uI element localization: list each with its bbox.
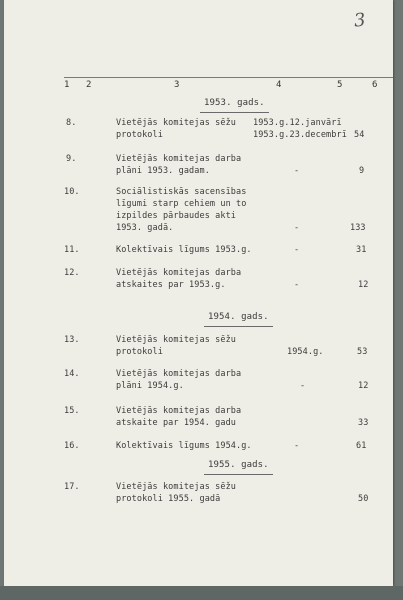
row-pages: 9 [359,166,365,176]
row-pages: 53 [357,347,368,357]
row-number: 16. [64,441,80,451]
row-dash: - [294,223,300,233]
row-title-line: atskaites par 1953.g. [116,280,226,290]
col-header-1: 1 [64,80,70,90]
row-pages: 50 [358,494,369,504]
row-dash: - [294,166,300,176]
row-number: 15. [64,406,80,416]
row-title-line: protokoli [116,130,163,140]
row-title-line: plāni 1954.g. [116,381,184,391]
row-pages: 133 [350,223,366,233]
row-number: 11. [64,245,80,255]
row-date-line: 1954.g. [287,347,324,357]
row-title-line: Vietējās komitejas darba [116,268,242,278]
row-title-line: protokoli [116,347,163,357]
row-number: 9. [66,154,77,164]
row-number: 13. [64,335,80,345]
row-pages: 31 [356,245,367,255]
col-header-4: 4 [276,80,282,90]
row-pages: 12 [358,381,369,391]
row-title-line: plāni 1953. gadam. [116,166,210,176]
row-title-line: Vietējās komitejas sēžu [116,482,237,492]
row-title-line: Vietējās komitejas sēžu [116,335,237,345]
year-heading-1953: 1953. gads. [200,97,269,113]
row-title-line: Vietējās komitejas darba [116,369,242,379]
header-rule [64,77,393,78]
row-title-line: atskaite par 1954. gadu [116,418,237,428]
row-title-line: Vietējās komitejas darba [116,154,242,164]
col-header-5: 5 [337,80,343,90]
row-title-line: izpildes pārbaudes akti [116,211,237,221]
page-number-handwritten: 3 [352,9,367,32]
row-pages: 33 [358,418,369,428]
row-title-line: Kolektīvais līgums 1953.g. [116,245,252,255]
row-number: 14. [64,369,80,379]
row-number: 10. [64,187,80,197]
row-title-line: Vietējās komitejas darba [116,406,242,416]
row-title-line: Vietējās komitejas sēžu [116,118,237,128]
row-pages: 12 [358,280,369,290]
row-dash: - [294,280,300,290]
year-heading-1954: 1954. gads. [204,311,273,327]
row-title-line: Sociālistiskās sacensības [116,187,247,197]
row-title-line: Kolektīvais līgums 1954.g. [116,441,252,451]
row-date-line: 1953.g.23.decembrī [253,130,347,140]
row-number: 12. [64,268,80,278]
row-date-line: 1953.g.12.janvārī [253,118,342,128]
row-title-line: protokoli 1955. gadā [116,494,221,504]
col-header-3: 3 [174,80,180,90]
col-header-6: 6 [372,80,378,90]
row-number: 8. [66,118,77,128]
year-heading-1955: 1955. gads. [204,459,273,475]
row-dash: - [294,441,300,451]
row-title-line: 1953. gadā. [116,223,174,233]
col-header-2: 2 [86,80,92,90]
row-dash: - [300,381,306,391]
row-pages: 54 [354,130,365,140]
row-pages: 61 [356,441,367,451]
document-page [4,0,393,586]
row-dash: - [294,245,300,255]
row-number: 17. [64,482,80,492]
row-title-line: līgumi starp cehiem un to [116,199,247,209]
scan-background [0,586,403,600]
